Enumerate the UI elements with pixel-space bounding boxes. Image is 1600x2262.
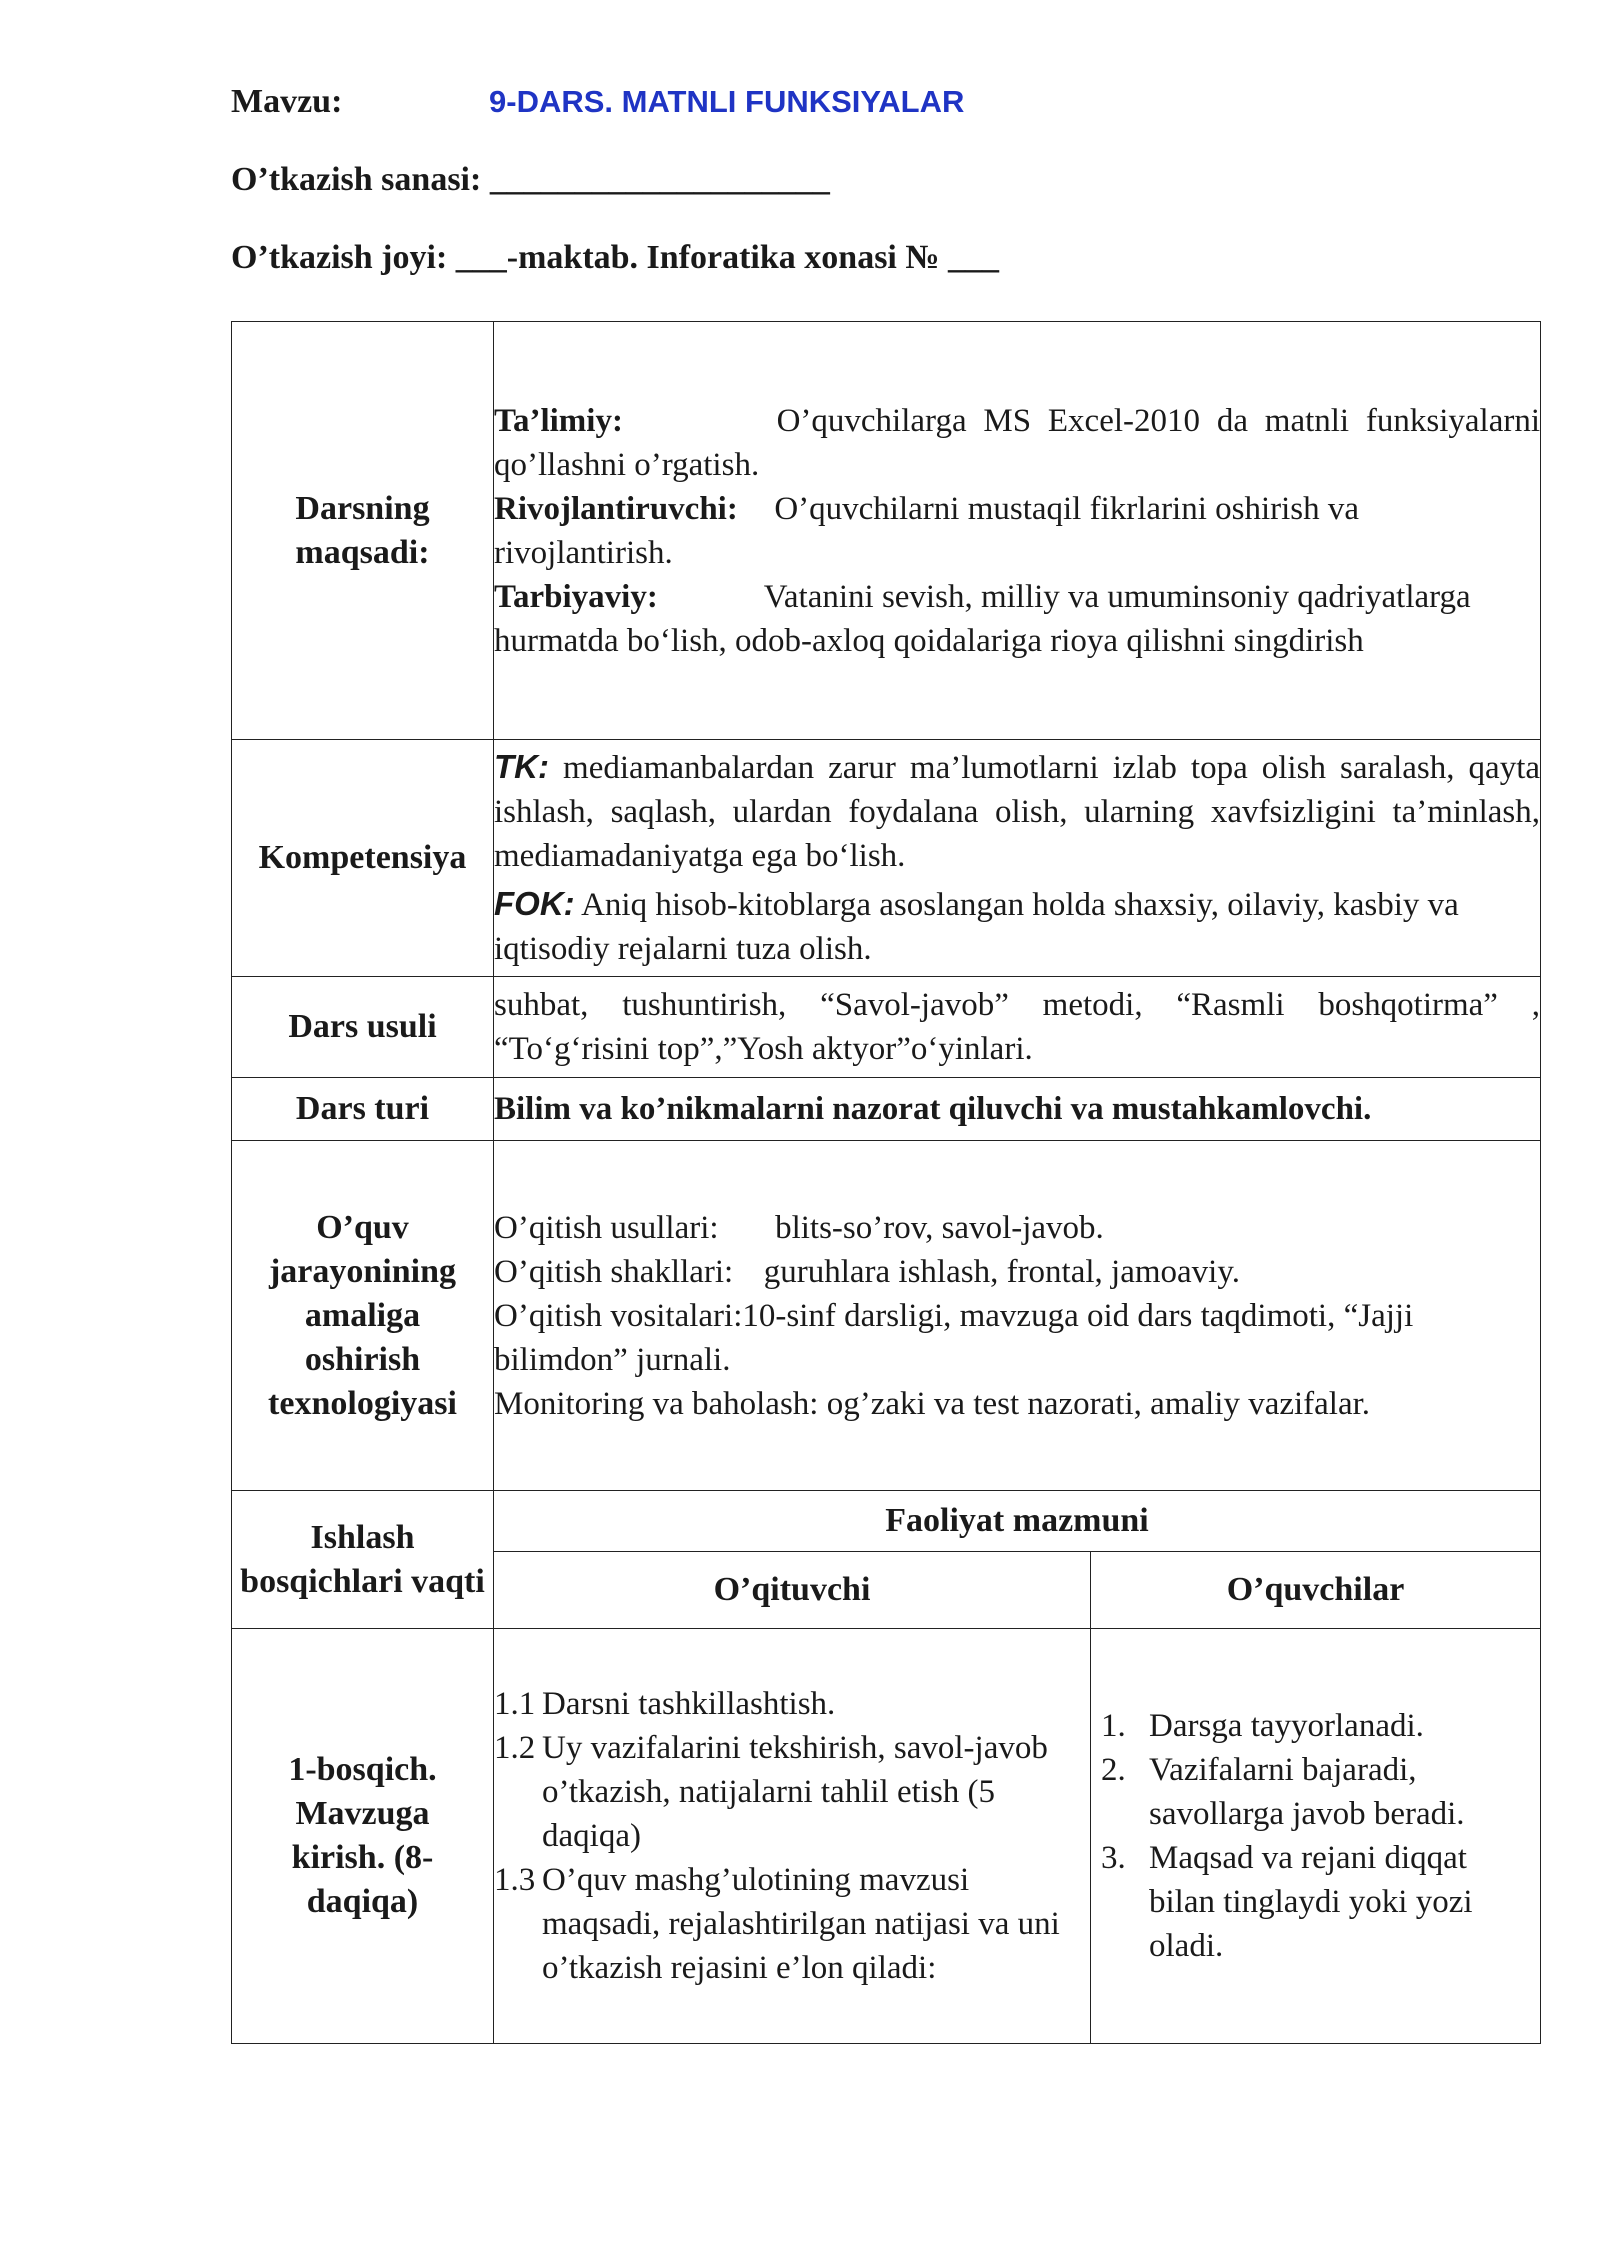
stage1-label: 1-bosqich. Mavzuga kirish. (8-daqiqa) bbox=[232, 1629, 494, 2044]
list-item bbox=[1101, 1836, 1540, 1968]
tech-line-2 bbox=[494, 1250, 1540, 1294]
list-item bbox=[1101, 1704, 1540, 1748]
competence-content bbox=[494, 740, 1541, 977]
type-label: Dars turi bbox=[232, 1078, 494, 1141]
item-number: 2. bbox=[1101, 1752, 1126, 1788]
item-number: 1.1 bbox=[494, 1686, 536, 1722]
method-text: suhbat, tushuntirish, “Savol-javob” metodi, “Rasmli boshqotirma” , “To‘g‘risini top”,”Yosh aktyor”o‘yinlari. bbox=[494, 977, 1541, 1078]
item-number: 3. bbox=[1101, 1840, 1126, 1876]
list-item bbox=[494, 1726, 1060, 1858]
stages-header-row bbox=[232, 1491, 1541, 1552]
student-items bbox=[1101, 1704, 1540, 1968]
tarbiya-text: Vatanini sevish, milliy va umuminsoniy qadriyatlarga hurmatda bo‘lish, odob-axloq qoidalariga rioya qilishni singdirish bbox=[494, 578, 1471, 659]
tech-line-3: O’qitish vositalari:10-sinf darsligi, mavzuga oid dars taqdimoti, “Jajji bilimdon” jurnali. bbox=[494, 1297, 1414, 1378]
place-line: O’tkazish joyi: ___-maktab. Inforatika xonasi № ___ bbox=[231, 239, 1000, 276]
competence-tk bbox=[494, 745, 1540, 878]
list-item bbox=[494, 1858, 1060, 1990]
rivoj-label: Rivojlantiruvchi: bbox=[494, 490, 738, 527]
tk-label: TK: bbox=[494, 748, 549, 785]
stages-label: Ishlash bosqichlari vaqti bbox=[232, 1491, 494, 1629]
topic-label: Mavzu: bbox=[231, 83, 343, 120]
method-row bbox=[232, 977, 1541, 1078]
stage1-row bbox=[232, 1629, 1541, 2044]
goals-row bbox=[232, 322, 1541, 740]
tech-line-1-label: O’qitish usullari: bbox=[494, 1209, 719, 1246]
list-item bbox=[1101, 1748, 1540, 1836]
tech-line-1-text: blits-so’rov, savol-javob. bbox=[775, 1209, 1104, 1246]
list-item bbox=[494, 1682, 1060, 1726]
item-text: Darsni tashkillashtish. bbox=[542, 1686, 836, 1722]
type-row bbox=[232, 1078, 1541, 1141]
item-number: 1.2 bbox=[494, 1730, 536, 1766]
activity-header: Faoliyat mazmuni bbox=[494, 1491, 1541, 1552]
tech-line-1 bbox=[494, 1206, 1540, 1250]
technology-label: O’quv jarayonining amaliga oshirish texnologiyasi bbox=[232, 1141, 494, 1491]
item-text: Maqsad va rejani diqqat bilan tinglaydi yoki yozi oladi. bbox=[1149, 1840, 1473, 1964]
method-label: Dars usuli bbox=[232, 977, 494, 1078]
students-header: O’quvchilar bbox=[1091, 1552, 1541, 1629]
tech-line-4: Monitoring va baholash: og’zaki va test nazorati, amaliy vazifalar. bbox=[494, 1385, 1371, 1422]
topic-value: 9-DARS. MATNLI FUNKSIYALAR bbox=[489, 84, 965, 119]
tarbiya-label: Tarbiyaviy: bbox=[494, 578, 658, 615]
stage1-students bbox=[1091, 1629, 1541, 2044]
fok-label: FOK: bbox=[494, 885, 575, 922]
lesson-plan-table bbox=[231, 321, 1541, 2044]
competence-fok bbox=[494, 882, 1540, 971]
teacher-items bbox=[494, 1682, 1060, 1990]
item-text: Vazifalarni bajaradi, savollarga javob beradi. bbox=[1149, 1752, 1465, 1832]
talimiy-label: Ta’limiy: bbox=[494, 402, 623, 439]
tech-line-2-label: O’qitish shakllari: bbox=[494, 1253, 734, 1290]
item-text: Uy vazifalarini tekshirish, savol-javob o’tkazish, natijalarni tahlil etish (5 daqiqa) bbox=[542, 1730, 1048, 1854]
item-text: O’quv mashg’ulotining mavzusi maqsadi, rejalashtirilgan natijasi va uni o’tkazish rejasini e’lon qiladi: bbox=[542, 1862, 1060, 1986]
technology-content bbox=[494, 1141, 1541, 1491]
item-text: Darsga tayyorlanadi. bbox=[1149, 1708, 1424, 1744]
goal-talimiy bbox=[494, 399, 1540, 487]
fok-text: Aniq hisob-kitoblarga asoslangan holda shaxsiy, oilaviy, kasbiy va iqtisodiy rejalarni tuza olish. bbox=[494, 887, 1459, 967]
goals-content bbox=[494, 322, 1541, 740]
tech-line-2-text: guruhlara ishlash, frontal, jamoaviy. bbox=[763, 1253, 1240, 1290]
goal-rivoj bbox=[494, 487, 1540, 575]
stage1-teacher bbox=[494, 1629, 1091, 2044]
item-number: 1. bbox=[1101, 1708, 1126, 1744]
goals-label: Darsning maqsadi: bbox=[232, 322, 494, 740]
topic-line bbox=[231, 82, 965, 122]
technology-row bbox=[232, 1141, 1541, 1491]
talimiy-text: O’quvchilarga MS Excel-2010 da matnli funksiyalarni qo’llashni o’rgatish. bbox=[494, 402, 1541, 483]
item-number: 1.3 bbox=[494, 1862, 536, 1898]
competence-label: Kompetensiya bbox=[232, 740, 494, 977]
date-line: O’tkazish sanasi: ____________________ bbox=[231, 161, 830, 198]
competence-row bbox=[232, 740, 1541, 977]
type-text: Bilim va ko’nikmalarni nazorat qiluvchi va mustahkamlovchi. bbox=[494, 1078, 1541, 1141]
teacher-header: O’qituvchi bbox=[494, 1552, 1091, 1629]
rivoj-text: O’quvchilarni mustaqil fikrlarini oshirish va rivojlantirish. bbox=[494, 490, 1360, 571]
tk-text: mediamanbalardan zarur ma’lumotlarni izlab topa olish saralash, qayta ishlash, saqlash, ulardan foydalana olish, ularning xavfsizligini ta’minlash, mediamadaniyatga ega bo‘lish. bbox=[494, 750, 1541, 874]
goal-tarbiya bbox=[494, 575, 1540, 663]
